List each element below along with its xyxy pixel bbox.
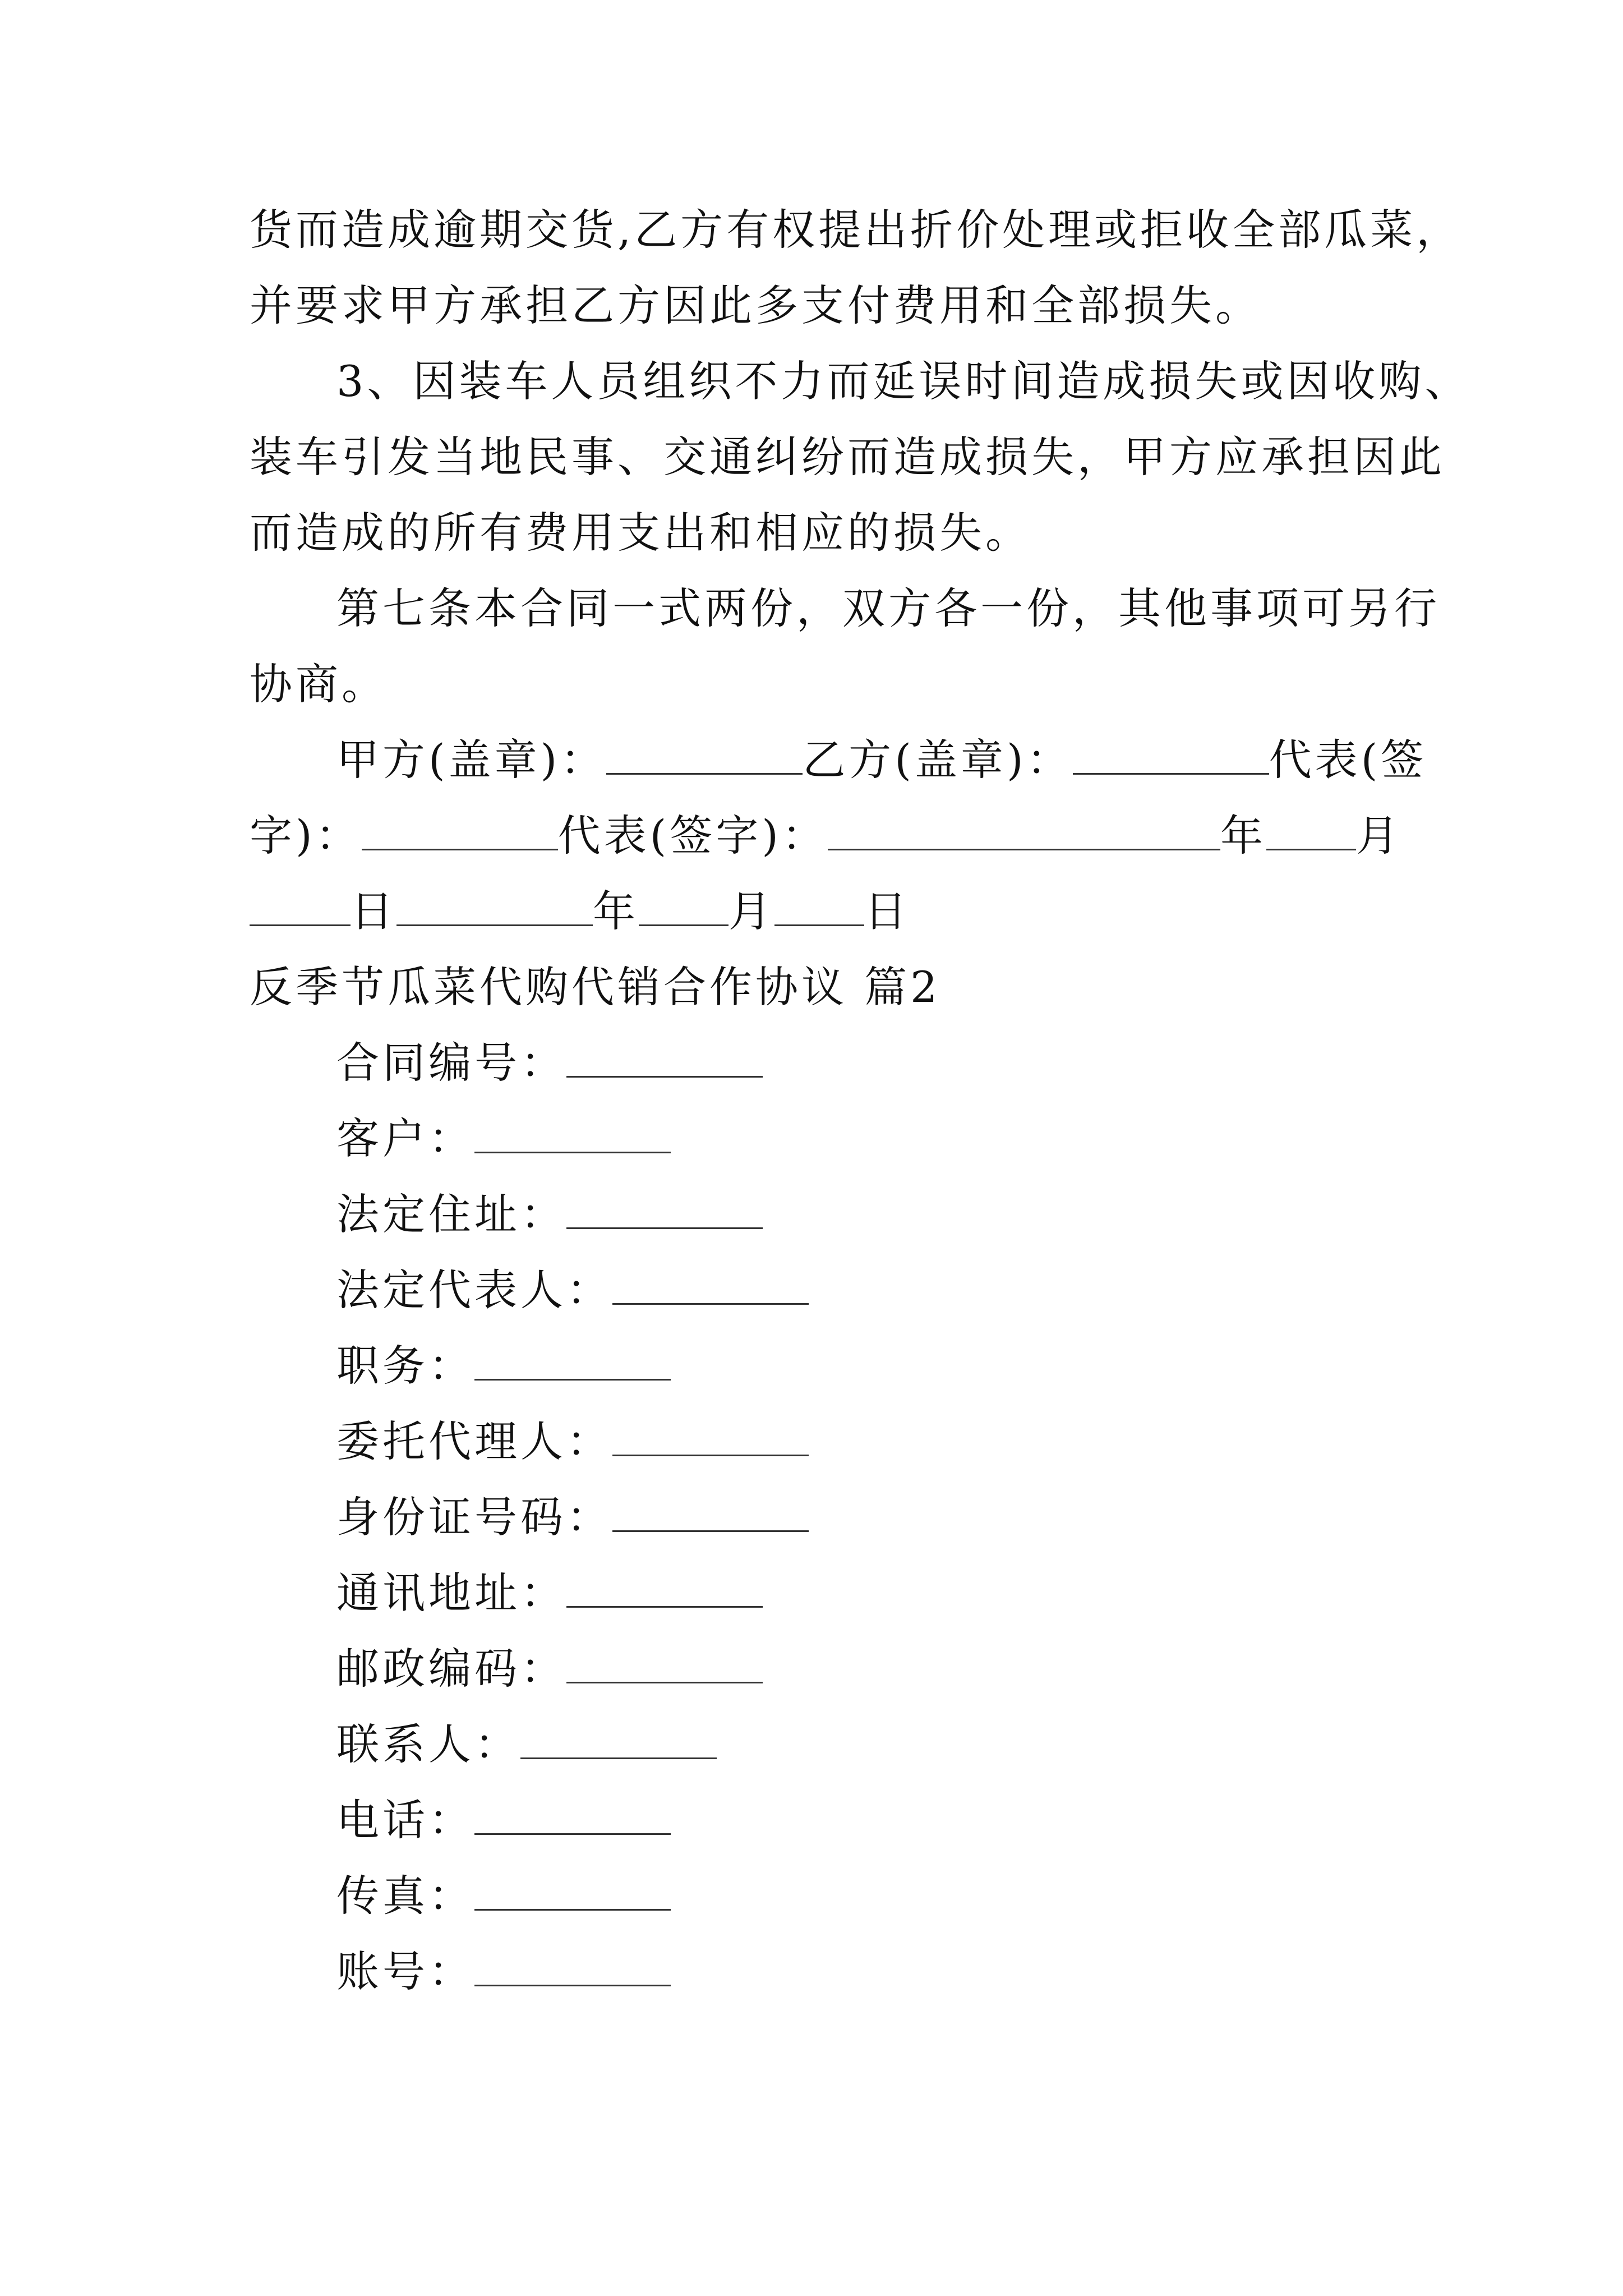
field-blank (612, 1264, 809, 1305)
field-blank (612, 1491, 809, 1532)
field-blank (474, 1945, 671, 1986)
day-label-2: 日 (864, 886, 910, 936)
day-label: 日 (351, 886, 396, 936)
field-blank (566, 1567, 763, 1608)
signature-line-3 (250, 884, 910, 940)
field-fax (336, 1868, 671, 1924)
month-blank-2 (639, 885, 728, 926)
rep2-blank (828, 809, 1220, 850)
month-label-2: 月 (728, 886, 774, 936)
day-blank (250, 885, 351, 926)
field-legal-representative (336, 1262, 809, 1318)
year-blank (396, 885, 593, 926)
field-blank (520, 1718, 717, 1759)
field-label: 电话： (336, 1795, 474, 1845)
paragraph-line: 装车引发当地民事、交通纠纷而造成损失，甲方应承担因此 (250, 432, 1445, 482)
field-blank (474, 1112, 671, 1153)
section-title: 反季节瓜菜代购代销合作协议 篇2 (250, 962, 941, 1012)
party-b-label: 乙方(盖章)： (803, 735, 1073, 785)
field-label: 身份证号码： (336, 1492, 612, 1542)
paragraph-line: 并要求甲方承担乙方因此多支付费用和全部损失。 (250, 280, 1261, 330)
rep1-label-start: 代表(签 (1269, 735, 1427, 785)
field-id-number (336, 1489, 809, 1545)
field-mailing-address (336, 1565, 763, 1621)
month-blank (1266, 809, 1356, 850)
field-label: 邮政编码： (336, 1644, 566, 1694)
field-label: 客户： (336, 1114, 474, 1163)
party-a-label: 甲方(盖章)： (336, 735, 607, 785)
field-label: 传真： (336, 1871, 474, 1921)
field-label: 通讯地址： (336, 1568, 566, 1618)
field-blank (566, 1037, 763, 1078)
month-label: 月 (1355, 811, 1402, 861)
signature-line-2 (250, 808, 1402, 864)
year-label-2: 年 (593, 886, 639, 936)
paragraph-line: 3、因装车人员组织不力而延误时间造成损失或因收购、 (336, 356, 1471, 406)
day-blank-2 (774, 885, 864, 926)
field-agent (336, 1414, 809, 1470)
rep1-label-end: 字)： (250, 811, 362, 861)
party-a-blank (606, 734, 803, 775)
field-label: 合同编号： (336, 1038, 566, 1088)
field-postal-code (336, 1641, 763, 1697)
field-label: 联系人： (336, 1719, 520, 1769)
field-blank (566, 1642, 763, 1683)
field-legal-address (336, 1186, 763, 1243)
field-client (336, 1111, 671, 1167)
party-b-blank (1073, 734, 1269, 775)
signature-line-1 (336, 732, 1427, 788)
field-blank (612, 1415, 809, 1456)
field-label: 账号： (336, 1947, 474, 1996)
field-contract-number (336, 1035, 763, 1091)
field-contact (336, 1717, 717, 1773)
rep2-label: 代表(签字)： (557, 811, 828, 861)
paragraph-line: 而造成的所有费用支出和相应的损失。 (250, 508, 1031, 558)
field-label: 委托代理人： (336, 1416, 612, 1466)
field-blank (566, 1188, 763, 1229)
year-label: 年 (1220, 811, 1266, 861)
field-phone (336, 1792, 671, 1848)
field-blank (474, 1870, 671, 1911)
paragraph-line: 货而造成逾期交货,乙方有权提出折价处理或拒收全部瓜菜， (250, 205, 1463, 255)
paragraph-line: 协商。 (250, 659, 388, 709)
field-account (336, 1944, 671, 2000)
field-label: 法定住址： (336, 1189, 566, 1239)
paragraph-line: 第七条本合同一式两份，双方各一份，其他事项可另行 (336, 583, 1440, 633)
field-label: 职务： (336, 1341, 474, 1391)
field-blank (474, 1340, 671, 1381)
field-blank (474, 1794, 671, 1835)
rep1-blank (362, 809, 558, 850)
field-position (336, 1338, 671, 1394)
field-label: 法定代表人： (336, 1265, 612, 1315)
